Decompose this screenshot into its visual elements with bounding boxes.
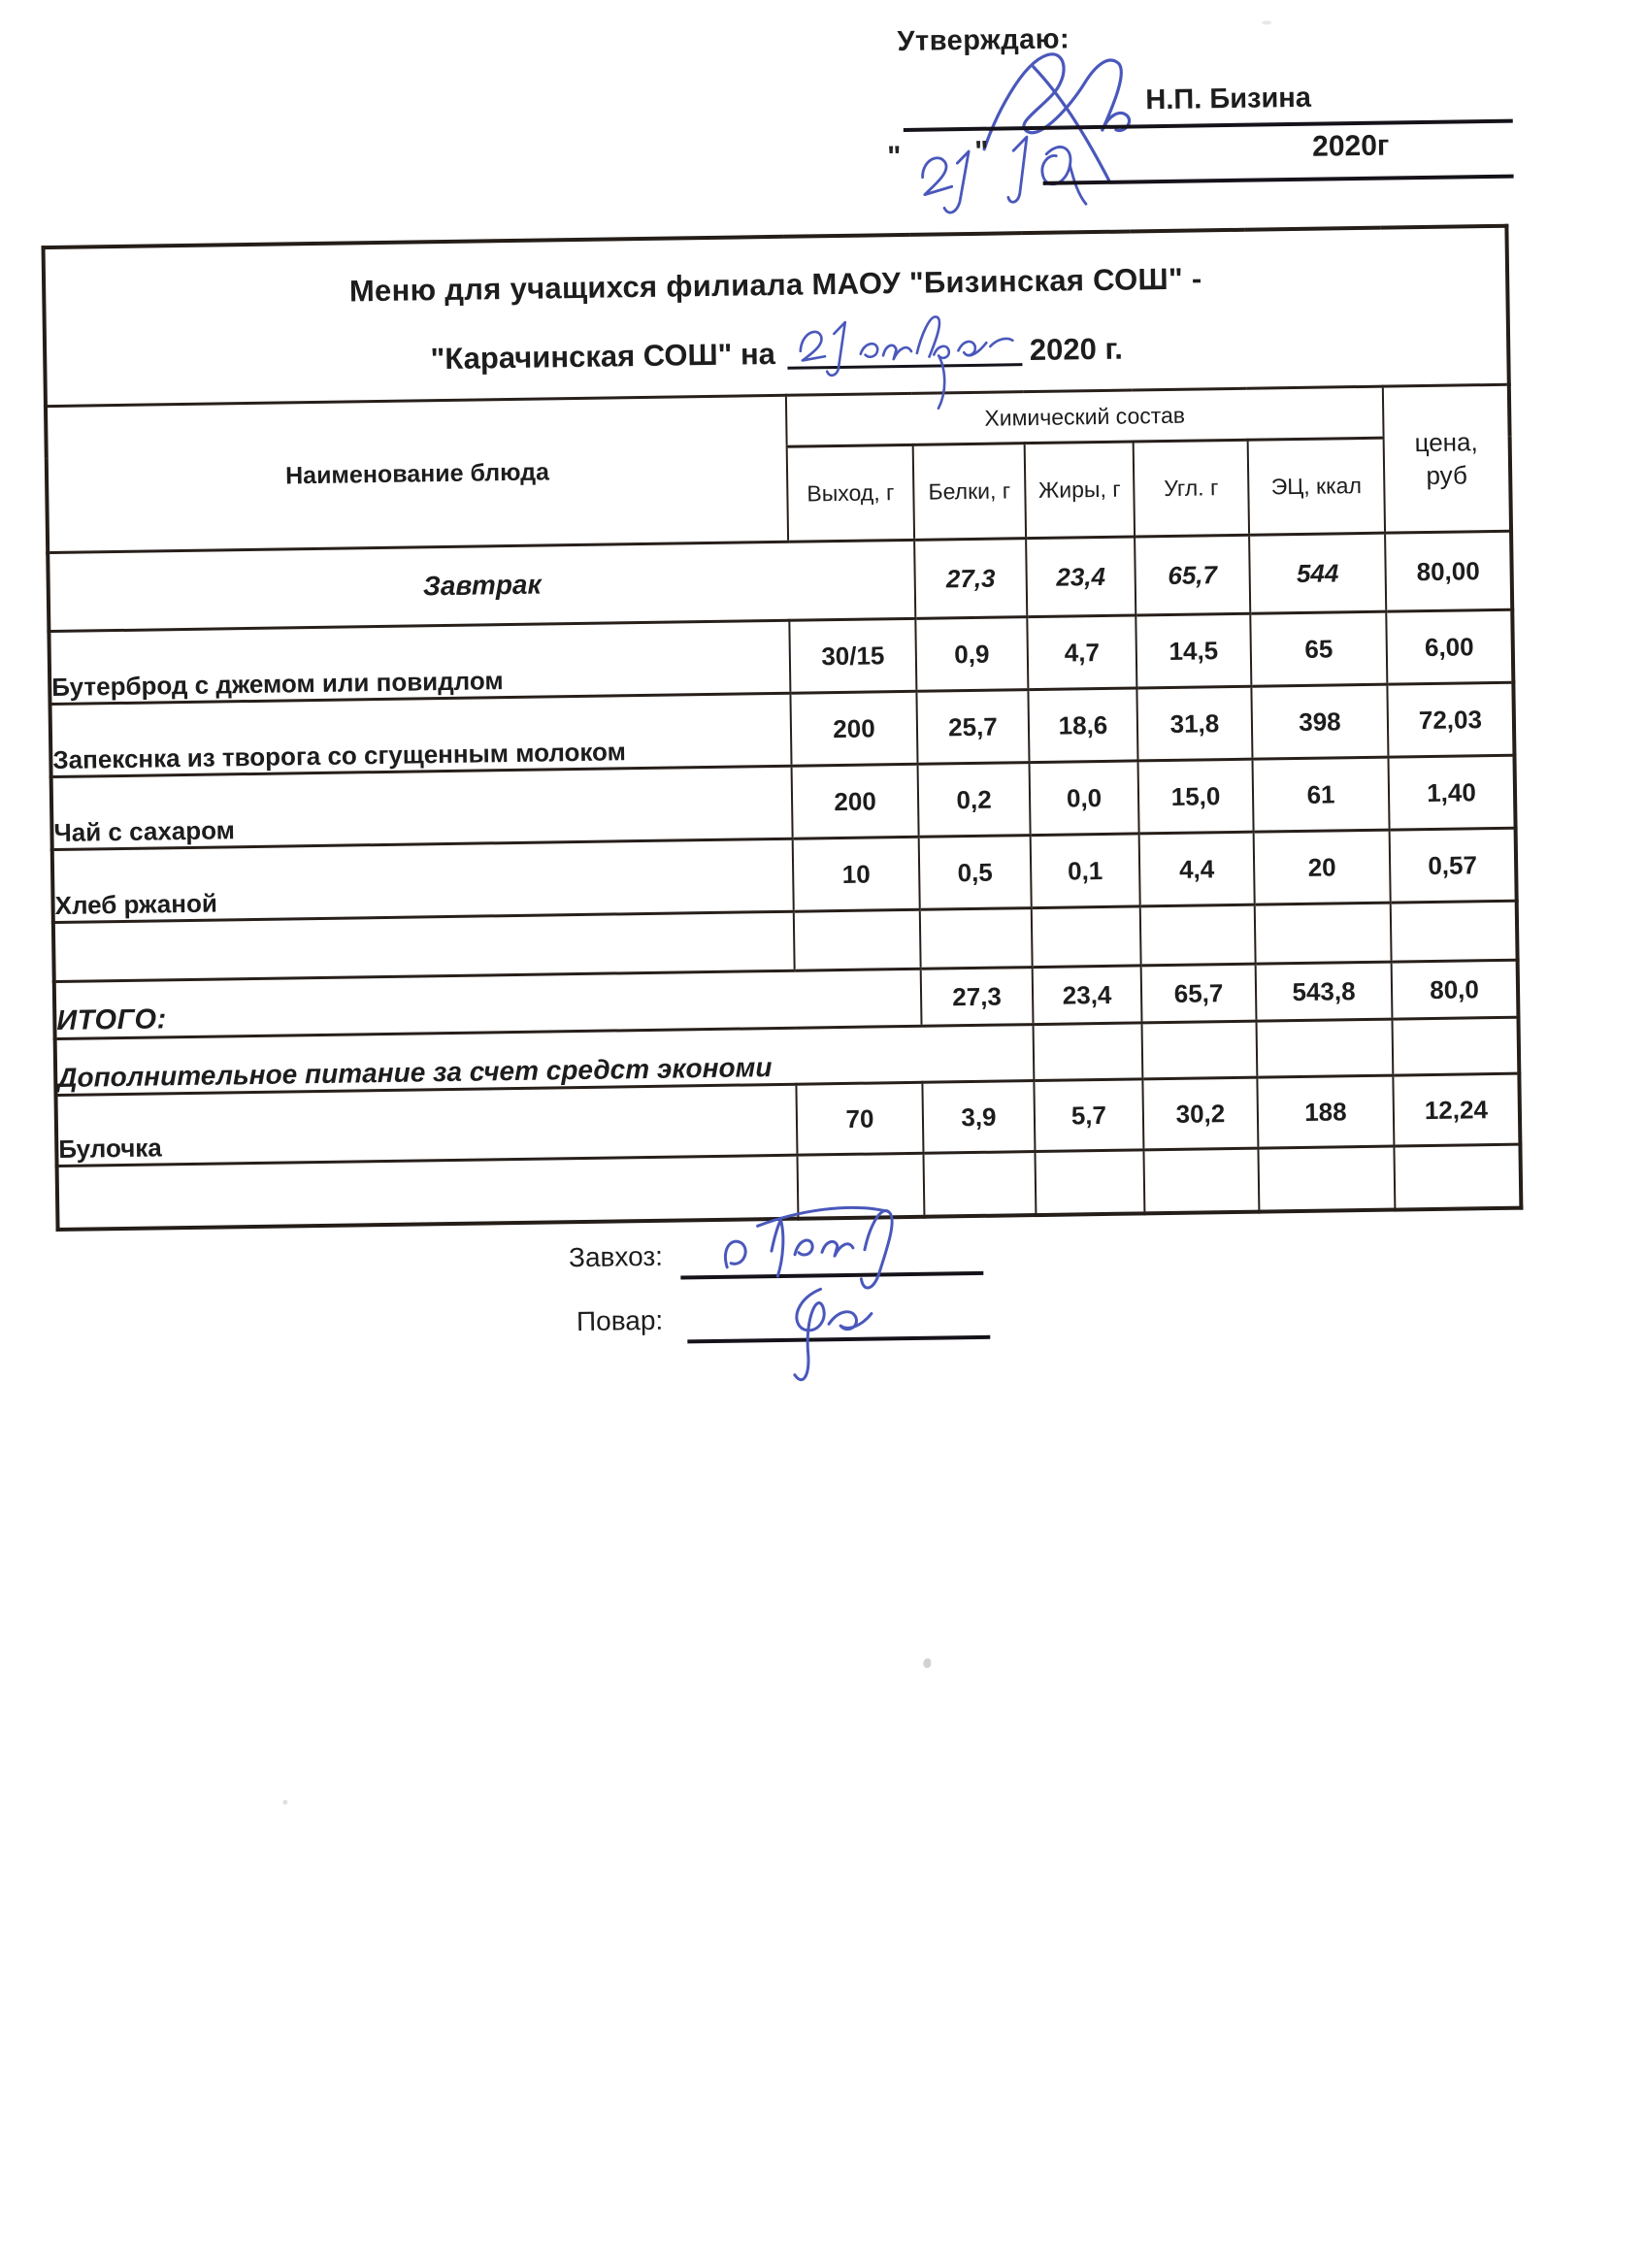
povar-label: Повар: — [576, 1304, 664, 1337]
cell-vyhod: 70 — [796, 1082, 923, 1155]
cell-ugl: 15,0 — [1138, 759, 1254, 834]
empty-cell — [1032, 906, 1141, 968]
handwritten-date-icon — [786, 297, 1023, 417]
empty-cell — [1143, 1148, 1259, 1213]
empty-cell — [1035, 1150, 1144, 1215]
cell-price: 0,57 — [1390, 828, 1517, 903]
cell-belki: 27,3 — [914, 539, 1027, 619]
cell-ec: 61 — [1252, 757, 1389, 832]
menu-table — [42, 224, 1524, 1232]
empty-cell — [1394, 1144, 1521, 1209]
empty-cell — [53, 911, 795, 981]
approver-name: Н.П. Бизина — [1145, 82, 1312, 116]
empty-cell — [1392, 1017, 1519, 1075]
cell-zhiry: 4,7 — [1027, 615, 1136, 690]
column-header-ec: ЭЦ, ккал — [1248, 438, 1385, 535]
cell-ec: 544 — [1249, 533, 1386, 613]
handwritten-date — [786, 312, 1022, 370]
cell-price: 1,40 — [1388, 755, 1515, 830]
cell-price: 80,0 — [1392, 960, 1519, 1019]
dish-name: Бутерброд с джемом или повидлом — [49, 620, 790, 704]
cell-belki: 0,5 — [919, 836, 1032, 910]
scan-artifact — [1262, 20, 1271, 24]
section-label: Завтрак — [48, 540, 915, 631]
page-title-line2 — [47, 305, 1507, 381]
dish-name: Запекснка из творога со сгущенным молоком — [50, 693, 792, 776]
cell-belki: 3,9 — [922, 1081, 1035, 1154]
handwritten-month — [998, 120, 1091, 214]
cell-zhiry: 5,7 — [1034, 1079, 1143, 1152]
empty-cell — [1258, 1146, 1395, 1212]
cell-ugl: 14,5 — [1136, 613, 1251, 688]
empty-cell — [920, 908, 1033, 970]
handwritten-day — [908, 134, 977, 217]
column-header-belki: Белки, г — [913, 444, 1026, 541]
empty-cell — [1256, 1019, 1393, 1077]
cell-belki: 25,7 — [916, 690, 1029, 765]
cell-ugl: 4,4 — [1139, 832, 1255, 906]
empty-cell — [57, 1155, 799, 1230]
cell-ugl: 30,2 — [1142, 1077, 1258, 1150]
dish-name: Чай с сахаром — [51, 766, 793, 849]
cell-belki: 0,2 — [918, 763, 1031, 838]
column-header-zhiry: Жиры, г — [1025, 442, 1135, 539]
povar-signature-icon — [756, 1266, 913, 1404]
cell-vyhod: 200 — [790, 691, 917, 766]
cell-price: 80,00 — [1385, 531, 1512, 611]
cell-belki: 27,3 — [921, 968, 1034, 1027]
cell-vyhod: 10 — [793, 837, 920, 911]
cell-ec: 188 — [1257, 1075, 1394, 1148]
date-quote-close: " — [973, 135, 989, 168]
column-header-vyhod: Выход, г — [787, 444, 914, 542]
cell-ec: 398 — [1251, 684, 1388, 759]
cell-zhiry: 18,6 — [1028, 688, 1137, 763]
scan-artifact — [923, 1659, 931, 1668]
cell-price: 72,03 — [1387, 682, 1514, 757]
empty-cell — [794, 909, 921, 970]
cell-price: 6,00 — [1386, 609, 1513, 684]
date-quote-open: " — [887, 141, 902, 174]
empty-cell — [1034, 1023, 1143, 1081]
approve-label: Утверждаю: — [897, 23, 1070, 58]
year-label: 2020г — [1311, 129, 1390, 163]
cell-zhiry: 0,1 — [1031, 834, 1140, 908]
column-group-chem: Химический состав — [786, 386, 1384, 446]
title-row — [44, 226, 1509, 407]
title-line2-suffix: 2020 г. — [1029, 331, 1124, 367]
empty-cell — [1255, 903, 1392, 964]
empty-cell — [1142, 1021, 1258, 1079]
cell-price: 12,24 — [1393, 1073, 1520, 1146]
cell-zhiry: 23,4 — [1026, 537, 1136, 617]
cell-ugl: 65,7 — [1135, 535, 1250, 615]
page-title-line1: Меню для учащихся филиала МАОУ "Бизинская СОШ" - — [348, 260, 1202, 308]
cell-belki: 0,9 — [915, 617, 1028, 692]
cell-ugl: 65,7 — [1141, 964, 1257, 1023]
scan-artifact — [282, 1800, 287, 1805]
column-header-ugl: Угл. г — [1134, 440, 1249, 537]
title-line2-prefix: "Карачинская СОШ" на — [430, 336, 776, 376]
extra-section-label: Дополнительное питание за счет средст экономи — [55, 1025, 1035, 1096]
cell-vyhod: 30/15 — [789, 618, 916, 693]
column-header-dish: Наименование блюда — [46, 395, 788, 552]
cell-ec: 543,8 — [1256, 962, 1393, 1021]
cell-ec: 65 — [1250, 611, 1387, 686]
cell-ugl: 31,8 — [1136, 686, 1252, 761]
empty-cell — [1391, 901, 1518, 962]
cell-zhiry: 0,0 — [1030, 761, 1139, 836]
cell-vyhod: 200 — [792, 764, 919, 838]
dish-name: Хлеб ржаной — [52, 838, 794, 922]
zavhoz-label: Завхоз: — [568, 1240, 664, 1273]
column-header-price: цена, руб — [1383, 384, 1511, 533]
dish-name: Булочка — [55, 1084, 797, 1166]
empty-cell — [1140, 904, 1256, 966]
total-label: ИТОГО: — [54, 969, 922, 1038]
cell-zhiry: 23,4 — [1033, 966, 1142, 1025]
cell-ec: 20 — [1254, 830, 1391, 904]
